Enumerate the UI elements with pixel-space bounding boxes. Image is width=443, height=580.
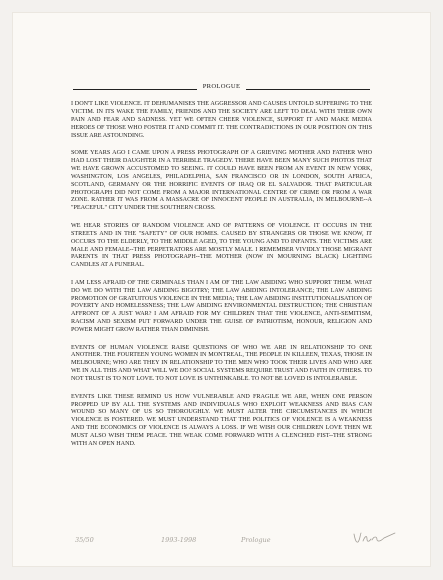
paragraph-4: I AM LESS AFRAID OF THE CRIMINALS THAN I AM OF THE LAW ABIDING WHO SUPPORT THEM. WHAT DO WE DO WITH THE LAW ABIDING BIGOTRY; THE LAW ABIDING INTOLERANCE; THE LAW ABIDING PROMOTION OF GRATUITOUS VIOLENCE IN THE MEDIA; THE LAW ABIDING INSTITUTIONALISATION OF POVERTY AND HOMELESSNESS; THE LAW ABIDING ENVIRONMENTAL DESTRUCTION; THE CHRISTIAN AFFRONT OF A JUST WAR? I AM AFRAID FOR MY CHILDREN THAT THE VIOLENCE, ANTI-SEMITISM, RACISM AND SEXISM PUT FORWARD UNDER THE GUISE OF PATRIOTISM, HONOUR, RELIGION AND POWER MIGHT GROW RATHER THAN DIMINISH. [71, 279, 372, 334]
document-body [71, 101, 372, 458]
paragraph-2: SOME YEARS AGO I CAME UPON A PRESS PHOTOGRAPH OF A GRIEVING MOTHER AND FATHER WHO HAD LOST THEIR DAUGHTER IN A TERRIBLE TRAGEDY. THERE HAVE BEEN MANY SUCH PHOTOS THAT WE HAVE GROWN ACCUSTOMED TO SEEING. IT COULD HAVE BEEN FROM AN EVENT IN NEW YORK, WASHINGTON, LOS ANGELES, PHILADELPHIA, SAN FRANCISCO OR IN LONDON, SOUTH AFRICA, SCOTLAND, GERMANY OR THE HORRIFIC EVENTS OF IRAQ OR EL SALVADOR. THAT PARTICULAR PHOTOGRAPH DID NOT COME FROM A MAJOR INTERNATIONAL CENTRE OF CRIME OR FROM A WAR ZONE. RATHER IT WAS FROM A MASSACRE OF INNOCENT PEOPLE IN AUSTRALIA, IN MELBOURNE--A "PEACEFUL" CITY UNDER THE SOUTHERN CROSS. [71, 150, 372, 212]
title-inscription: Prologue [241, 536, 271, 544]
paragraph-6: EVENTS LIKE THESE REMIND US HOW VULNERABLE AND FRAGILE WE ARE, WHEN ONE PERSON PROPPED UP BY ALL THE SYSTEMS AND INDIVIDUALS WHO EXPLOIT WEAKNESS AND BIAS CAN WOUND SO MANY OF US SO THOROUGHLY. WE MUST ALTER THE CIRCUMSTANCES IN WHICH VIOLENCE IS FOSTERED. WE MUST UNDERSTAND THAT THE POLITICS OF VIOLENCE IS A WEAKNESS AND THE ECONOMICS OF VIOLENCE IS ALWAYS A LOSS. IF WE WISH OUR CHILDREN LOVE THEN WE MUST ALSO WISH THEM PEACE. THE WEAK COME FORWARD WITH A CLENCHED FIST--THE STRONG WITH AN OPEN HAND. [71, 393, 372, 448]
document-title: PROLOGUE [13, 83, 430, 90]
edition-number: 35/50 [75, 536, 94, 544]
date-inscription: 1993-1998 [161, 536, 197, 544]
print-sheet [13, 13, 430, 566]
signature-icon [351, 530, 397, 546]
paragraph-1: I DON'T LIKE VIOLENCE. IT DEHUMANISES THE AGGRESSOR AND CAUSES UNTOLD SUFFERING TO THE VICTIM. IN ITS WAKE THE FAMILY, FRIENDS AND THE SOCIETY ARE LEFT TO DEAL WITH THEIR OWN PAIN AND FEAR AND SADNESS. YET WE OFTEN CHEER VIOLENCE, SUPPORT IT AND MAKE MEDIA HEROES OF THOSE WHO FOSTER IT AND COMMIT IT. THE CONTRADICTIONS IN OUR POSITION ON THIS ISSUE ARE ASTOUNDING. [71, 101, 372, 139]
paragraph-3: WE HEAR STORIES OF RANDOM VIOLENCE AND OF PATTERNS OF VIOLENCE. IT OCCURS IN THE STREETS AND IN THE "SAFETY" OF OUR HOMES. CAUSED BY STRANGERS OR THOSE WE KNOW, IT OCCURS TO THE ELDERLY, TO THE MIDDLE AGED, TO THE YOUNG AND TO INFANTS. THE VICTIMS ARE MALE AND FEMALE--THE PERPETRATORS ARE MOSTLY MALE. I REMEMBER VIVIDLY THOSE MIGRANT PARENTS IN THAT PRESS PHOTOGRAPH--THE MOTHER (NOW IN MOURNING BLACK) LIGHTING CANDLES AT A FUNERAL. [71, 222, 372, 269]
paragraph-5: EVENTS OF HUMAN VIOLENCE RAISE QUESTIONS OF WHO WE ARE IN RELATIONSHIP TO ONE ANOTHER. THE FOURTEEN YOUNG WOMEN IN MONTREAL, THE PEOPLE IN KILLEEN, TEXAS, THOSE IN MELBOURNE; WHO ARE THEY IN RELATIONSHIP TO THE MEN WHO TOOK THEIR LIVES AND WHO ARE WE IN ALL THIS AND WHAT WILL WE DO? SOCIAL SYSTEMS REQUIRE TRUST AND FAITH IN OTHERS. TO NOT TRUST IS TO NOT LOVE. TO NOT LOVE IS UNTHINKABLE. TO NOT BE LOVED IS INTOLERABLE. [71, 344, 372, 383]
